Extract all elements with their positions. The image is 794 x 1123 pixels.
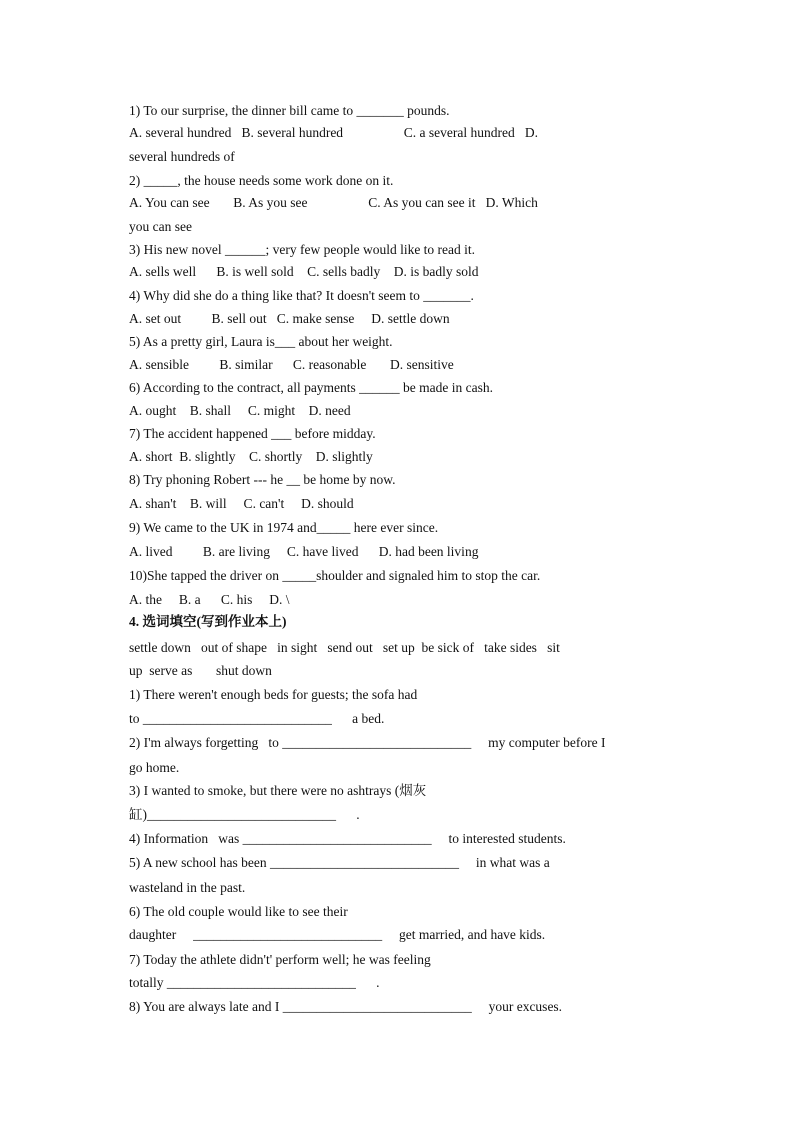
fill-1-line-2: to ____________________________ a bed. xyxy=(129,711,385,726)
q4-options: A. set out B. sell out C. make sense D. settle down xyxy=(129,311,450,326)
q2-question: 2) _____, the house needs some work done on it. xyxy=(129,173,394,188)
q3-options: A. sells well B. is well sold C. sells badly D. is badly sold xyxy=(129,264,479,279)
q8-question: 8) Try phoning Robert --- he __ be home by now. xyxy=(129,472,396,487)
q1-options-cont: several hundreds of xyxy=(129,149,235,164)
q9-options: A. lived B. are living C. have lived D. had been living xyxy=(129,544,479,559)
q4-question: 4) Why did she do a thing like that? It doesn't seem to _______. xyxy=(129,288,474,303)
fill-2-line-1: 2) I'm always forgetting to ____________________________ my computer before I xyxy=(129,735,606,750)
q8-options: A. shan't B. will C. can't D. should xyxy=(129,496,354,511)
q3-question: 3) His new novel ______; very few people would like to read it. xyxy=(129,242,476,257)
fill-7-line-2: totally ____________________________ . xyxy=(129,975,380,990)
q5-options: A. sensible B. similar C. reasonable D. sensitive xyxy=(129,357,454,372)
word-bank-cont: up serve as shut down xyxy=(129,663,272,678)
fill-6-line-2: daughter ____________________________ get married, and have kids. xyxy=(129,927,546,942)
fill-5-line-1: 5) A new school has been ____________________________ in what was a xyxy=(129,855,550,870)
q10-question: 10)She tapped the driver on _____shoulder and signaled him to stop the car. xyxy=(129,568,541,583)
q10-options: A. the B. a C. his D. \ xyxy=(129,592,290,607)
q6-question: 6) According to the contract, all payments ______ be made in cash. xyxy=(129,380,494,395)
q2-options-cont: you can see xyxy=(129,219,192,234)
fill-3-line-1: 3) I wanted to smoke, but there were no ashtrays (烟灰 xyxy=(129,783,427,798)
q5-question: 5) As a pretty girl, Laura is___ about her weight. xyxy=(129,334,393,349)
q7-options: A. short B. slightly C. shortly D. slightly xyxy=(129,449,373,464)
fill-7-line-1: 7) Today the athlete didn't' perform well; he was feeling xyxy=(129,952,431,967)
fill-3-line-2: 缸)____________________________ . xyxy=(129,807,360,822)
fill-1-line-1: 1) There weren't enough beds for guests; the sofa had xyxy=(129,687,418,702)
fill-4: 4) Information was ____________________________ to interested students. xyxy=(129,831,566,846)
fill-6-line-1: 6) The old couple would like to see their xyxy=(129,904,348,919)
q6-options: A. ought B. shall C. might D. need xyxy=(129,403,351,418)
section-4-heading: 4. 选词填空(写到作业本上) xyxy=(129,614,287,629)
q1-question: 1) To our surprise, the dinner bill came to _______ pounds. xyxy=(129,103,450,118)
fill-5-line-2: wasteland in the past. xyxy=(129,880,246,895)
q1-options: A. several hundred B. several hundred C. a several hundred D. xyxy=(129,125,539,140)
word-bank: settle down out of shape in sight send out set up be sick of take sides sit xyxy=(129,640,560,655)
fill-8: 8) You are always late and I ____________________________ your excuses. xyxy=(129,999,563,1014)
fill-2-line-2: go home. xyxy=(129,760,180,775)
q7-question: 7) The accident happened ___ before midday. xyxy=(129,426,376,441)
q2-options: A. You can see B. As you see C. As you can see it D. Which xyxy=(129,195,538,210)
q9-question: 9) We came to the UK in 1974 and_____ here ever since. xyxy=(129,520,439,535)
